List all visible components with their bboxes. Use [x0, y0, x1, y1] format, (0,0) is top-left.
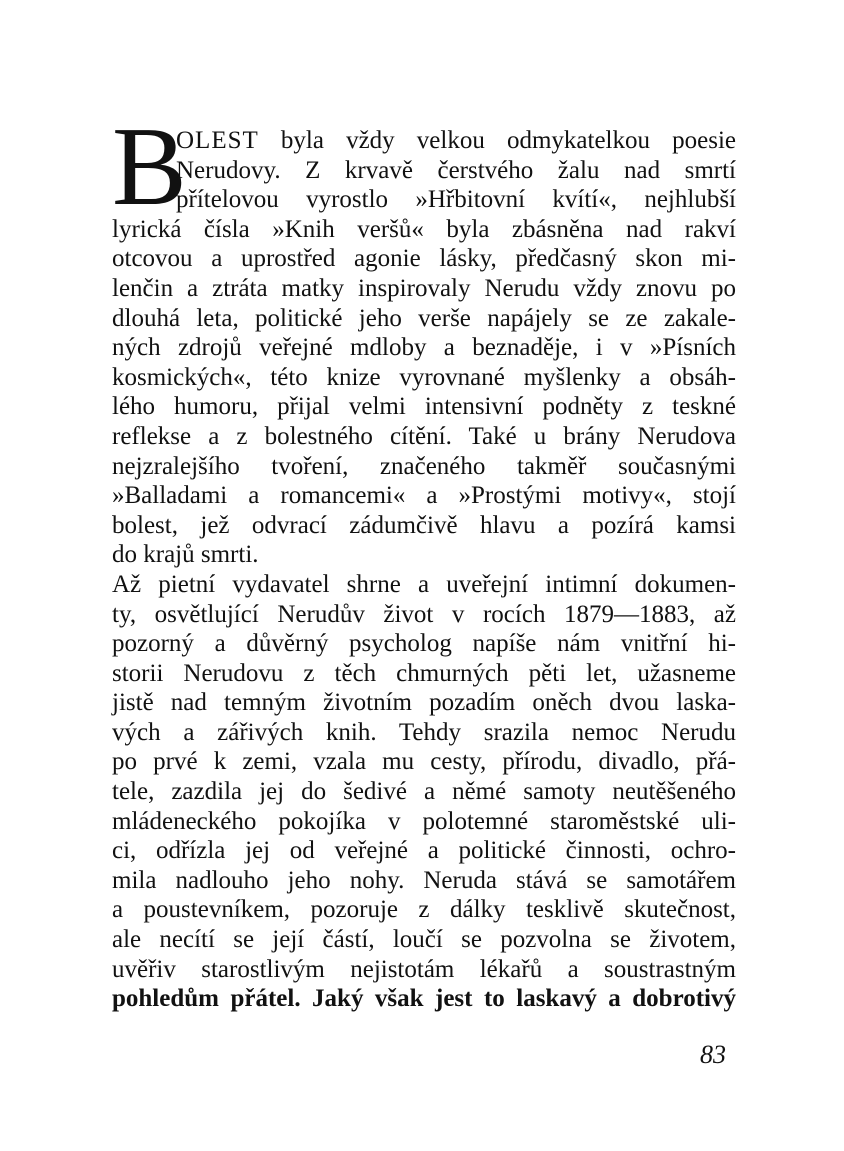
text-line-13: »Balladami a romancemi« a »Prostými motivy«, stojí [112, 482, 736, 510]
text-line-14: bolest, jež odvrací zádumčivě hlavu a pozírá kamsi [112, 511, 736, 539]
text-line-5: otcovou a uprostřed agonie lásky, předčasný skon mi- [112, 245, 736, 273]
text-line-21: vých a zářivých knih. Tehdy srazila nemoc Nerudu [112, 718, 736, 746]
text-line-9: kosmických«, této knize vyrovnané myšlenky a obsáh- [112, 363, 736, 391]
text-line-23: tele, zazdila jej do šedivé a němé samoty neutěšeného [112, 778, 736, 806]
body-text [112, 126, 736, 1014]
first-word-caps: OLEST [176, 127, 259, 154]
text-line-17: ty, osvětlující Nerudův život v rocích 1879—1883, až [112, 600, 736, 628]
drop-cap-letter: B [112, 105, 187, 229]
text-line-26: mila nadlouho jeho nohy. Neruda stává se samotářem [112, 866, 736, 894]
text-line-3: přítelovou vyrostlo »Hřbitovní kvítí«, nejhlubší [176, 186, 736, 214]
text-line-12: nejzralejšího tvoření, značeného takměř současnými [112, 452, 736, 480]
text-line-24: mládeneckého pokojíka v polotemné staroměstské uli- [112, 807, 736, 835]
text-line-29: uvěřiv starostlivým nejistotám lékařů a soustrastným [112, 955, 736, 983]
text-line-20: jistě nad temným životním pozadím oněch dvou laska- [112, 689, 736, 717]
text-line-19: storii Nerudovu z těch chmurných pěti let, užasneme [112, 659, 736, 687]
text-line-2: Nerudovy. Z krvavě čerstvého žalu nad smrtí [176, 156, 736, 184]
text-line-30: pohledům přátel. Jaký však jest to laskavý a dobrotivý [112, 985, 736, 1013]
text-line-22: po prvé k zemi, vzala mu cesty, přírodu, divadlo, přá- [112, 748, 736, 776]
text-line-8: ných zdrojů veřejné mdloby a beznaděje, i v »Písních [112, 334, 736, 362]
text-line-18: pozorný a důvěrný psycholog napíše nám vnitřní hi- [112, 630, 736, 658]
text-line-1 [112, 126, 736, 156]
text-line-4: lyrická čísla »Knih veršů« byla zbásněna nad rakví [112, 215, 736, 243]
text-line-27: a poustevníkem, pozoruje z dálky tesklivě skutečnost, [112, 896, 736, 924]
text-line-15: do krajů smrti. [112, 541, 259, 569]
text-line-1-rest: byla vždy velkou odmykatelkou poesie [258, 127, 736, 154]
text-line-11: reflekse a z bolestného cítění. Také u brány Nerudova [112, 422, 736, 450]
text-line-6: lenčin a ztráta matky inspirovaly Nerudu vždy znovu po [112, 274, 736, 302]
text-line-28: ale necítí se její částí, loučí se pozvolna se životem, [112, 926, 736, 954]
page-number: 83 [700, 1040, 726, 1069]
text-line-10: lého humoru, přijal velmi intensivní podněty z teskné [112, 393, 736, 421]
text-line-25: ci, odřízla jej od veřejné a politické činnosti, ochro- [112, 837, 736, 865]
text-line-7: dlouhá leta, politické jeho verše napájely se ze zakale- [112, 304, 736, 332]
text-line-16: Až pietní vydavatel shrne a uveřejní intimní dokumen- [112, 570, 736, 598]
